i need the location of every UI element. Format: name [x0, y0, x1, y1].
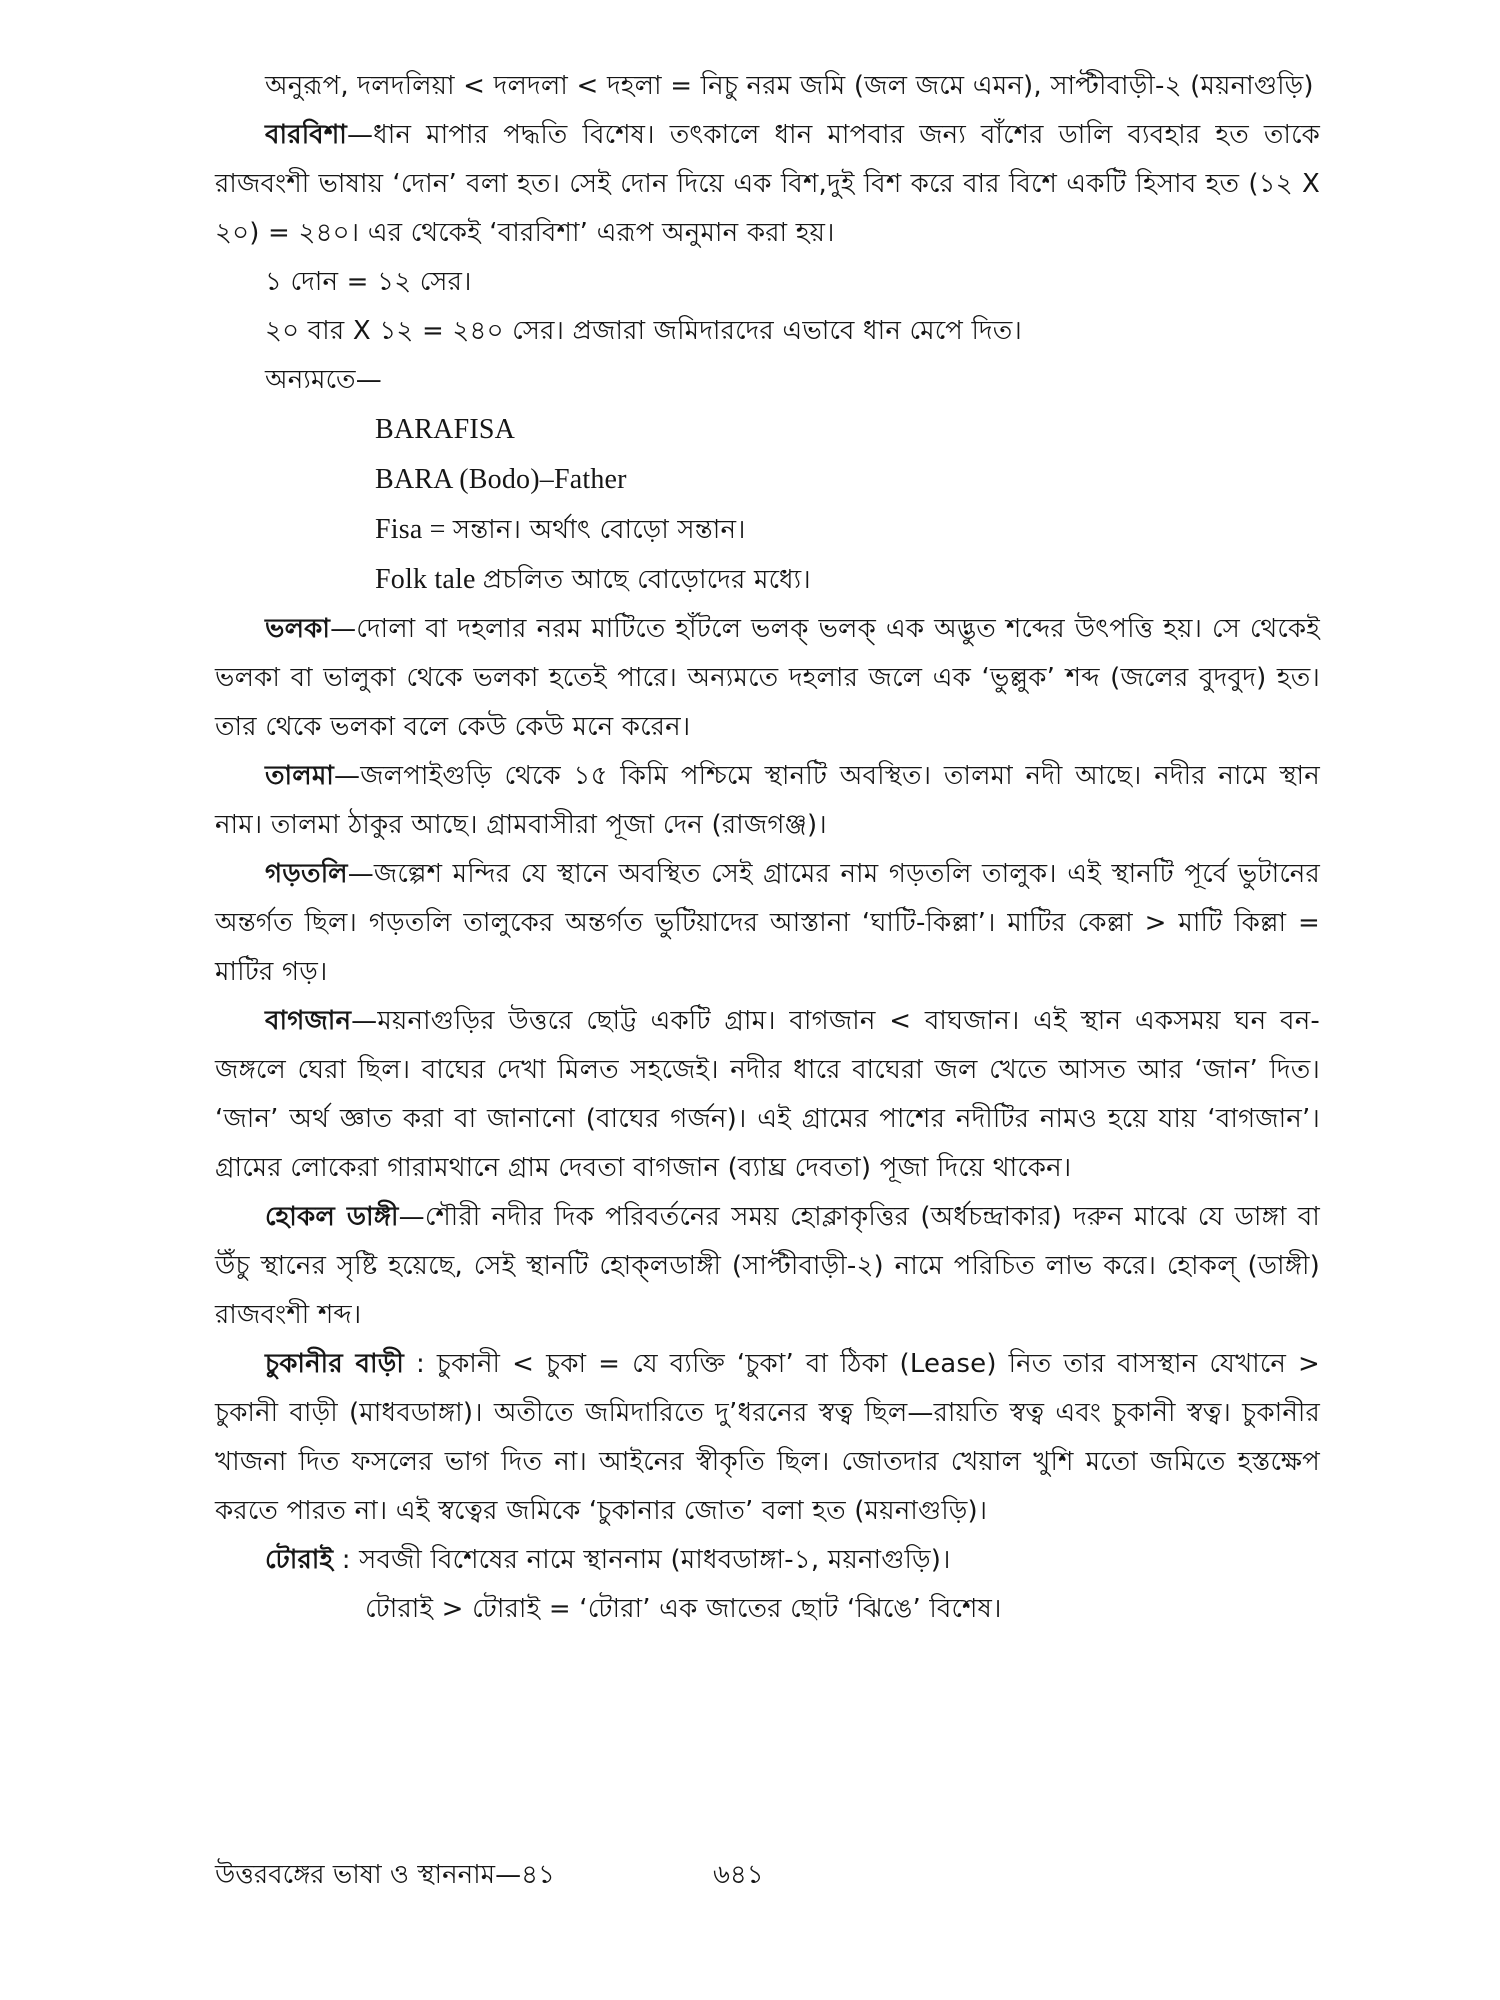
entry-bagjan — [215, 997, 1320, 1193]
paragraph-dahala: অনুরূপ, দলদলিয়া < দলদলা < দহলা = নিচু নরম জমি (জল জমে এমন), সাপ্টীবাড়ী-২ (ময়নাগুড়ি) — [265, 71, 1314, 101]
page-number: ৬৪১ — [713, 1860, 764, 1890]
barabisha-line-2: ২০ বার X ১২ = ২৪০ সের। প্রজারা জমিদারদের এভাবে ধান মেপে দিত। — [265, 316, 1022, 346]
entry-term: টোরাই — [265, 1545, 334, 1575]
entry-text: —শৌরী নদীর দিক পরিবর্তনের সময় হোক্লাকৃত্তির (অর্ধচন্দ্রাকার) দরুন মাঝে যে ডাঙ্গা বা উঁচু স্থানের সৃষ্টি হয়েছে, সেই স্থানটি হোক্‌লডাঙ্গী (সাপ্টীবাড়ী-২) নামে পরিচিত লাভ করে। হোকল্ (ডাঙ্গী) রাজবংশী শব্দ। — [215, 1202, 1320, 1330]
etymology-line — [375, 555, 1320, 605]
entry-term: হোকল ডাঙ্গী — [265, 1202, 399, 1232]
entry-barabisha — [215, 111, 1320, 258]
running-footer-title: উত্তরবঙ্গের ভাষা ও স্থাননাম—৪১ — [215, 1860, 555, 1890]
entry-chukanir-bari — [215, 1340, 1320, 1536]
etymology-bn: প্রচলিত আছে বোড়োদের মধ্যে। — [482, 565, 811, 595]
entry-text: —দোলা বা দহলার নরম মাটিতে হাঁটলে ভলক্ ভলক্ এক অদ্ভুত শব্দের উৎপত্তি হয়। সে থেকেই ভলকা বা ভালুকা থেকে ভলকা হতেই পারে। অন্যমতে দহলার জলে এক ‘ভুল্লুক’ শব্দ (জলের বুদবুদ) হত। তার থেকে ভলকা বলে কেউ কেউ মনে করেন। — [215, 614, 1320, 742]
etymology-eng: Folk tale — [375, 564, 483, 595]
etymology-eng: Fisa = — [375, 514, 453, 545]
entry-term: গড়তলি — [265, 859, 348, 889]
entry-torai — [215, 1536, 1320, 1585]
entry-term: বারবিশা — [265, 120, 347, 150]
entry-text: : সবজী বিশেষের নামে স্থাননাম (মাধবডাঙ্গা-১, ময়নাগুড়ি)। — [333, 1545, 951, 1575]
barabisha-line-1: ১ দোন = ১২ সের। — [265, 267, 472, 297]
bodo-etymology — [215, 405, 1320, 605]
etymology-line: BARAFISA — [375, 414, 516, 445]
entry-term: চুকানীর বাড়ী — [265, 1349, 404, 1379]
etymology-line: BARA (Bodo)–Father — [375, 464, 627, 495]
entry-term: বাগজান — [265, 1006, 352, 1036]
entry-term: ভলকা — [265, 614, 331, 644]
entry-text: —জলপাইগুড়ি থেকে ১৫ কিমি পশ্চিমে স্থানটি অবস্থিত। তালমা নদী আছে। নদীর নামে স্থান নাম। তালমা ঠাকুর আছে। গ্রামবাসীরা পূজা দেন (রাজগঞ্জ)। — [215, 761, 1320, 840]
etymology-line — [375, 505, 1320, 555]
barabisha-line-3: অন্যমতে— — [265, 365, 382, 395]
entry-text: : চুকানী < চুকা = যে ব্যক্তি ‘চুকা’ বা ঠিকা (Lease) নিত তার বাসস্থান যেখানে > চুকানী বাড়ী (মাধবডাঙ্গা)। অতীতে জমিদারিতে দু’ধরনের স্বত্ব ছিল—রায়তি স্বত্ব এবং চুকানী স্বত্ব। চুকানীর খাজনা দিত ফসলের ভাগ দিত না। আইনের স্বীকৃতি ছিল। জোতদার খেয়াল খুশি মতো জমিতে হস্তক্ষেপ করতে পারত না। এই স্বত্বের জমিকে ‘চুকানার জোত’ বলা হত (ময়নাগুড়ি)। — [215, 1349, 1321, 1526]
entry-text: —জল্পেশ মন্দির যে স্থানে অবস্থিত সেই গ্রামের নাম গড়তলি তালুক। এই স্থানটি পূর্বে ভুটানের অন্তর্গত ছিল। গড়তলি তালুকের অন্তর্গত ভুটিয়াদের আস্তানা ‘ঘাটি-কিল্লা’। মাটির কেল্লা > মাটি কিল্লা = মাটির গড়। — [215, 859, 1320, 987]
entry-bholka — [215, 605, 1320, 752]
entry-text: —ময়নাগুড়ির উত্তরে ছোট্ট একটি গ্রাম। বাগজান < বাঘজান। এই স্থান একসময় ঘন বন-জঙ্গলে ঘেরা ছিল। বাঘের দেখা মিলত সহজেই। নদীর ধারে বাঘেরা জল খেতে আসত আর ‘জান’ দিত। ‘জান’ অর্থ জ্ঞাত করা বা জানানো (বাঘের গর্জন)। এই গ্রামের পাশের নদীটির নামও হয়ে যায় ‘বাগজান’। গ্রামের লোকেরা গারামথানে গ্রাম দেবতা বাগজান (ব্যাঘ্র দেবতা) পূজা দিয়ে থাকেন। — [215, 1006, 1320, 1183]
entry-talma — [215, 752, 1320, 850]
torai-line-2: টোরাই > টোরাই = ‘টোরা’ এক জাতের ছোট ‘ঝিঙে’ বিশেষ। — [365, 1594, 1002, 1624]
page-footer — [215, 1855, 1215, 1895]
etymology-bn: সন্তান। অর্থাৎ বোড়ো সন্তান। — [452, 515, 746, 545]
page-body — [215, 62, 1320, 1634]
entry-text: —ধান মাপার পদ্ধতি বিশেষ। তৎকালে ধান মাপবার জন্য বাঁশের ডালি ব্যবহার হত তাকে রাজবংশী ভাষায় ‘দোন’ বলা হত। সেই দোন দিয়ে এক বিশ,দুই বিশ করে বার বিশে একটি হিসাব হত (১২ X ২০) = ২৪০। এর থেকেই ‘বারবিশা’ এরূপ অনুমান করা হয়। — [215, 120, 1320, 248]
entry-term: তালমা — [265, 761, 334, 791]
entry-hokal-dangi — [215, 1193, 1320, 1340]
entry-gartali — [215, 850, 1320, 997]
